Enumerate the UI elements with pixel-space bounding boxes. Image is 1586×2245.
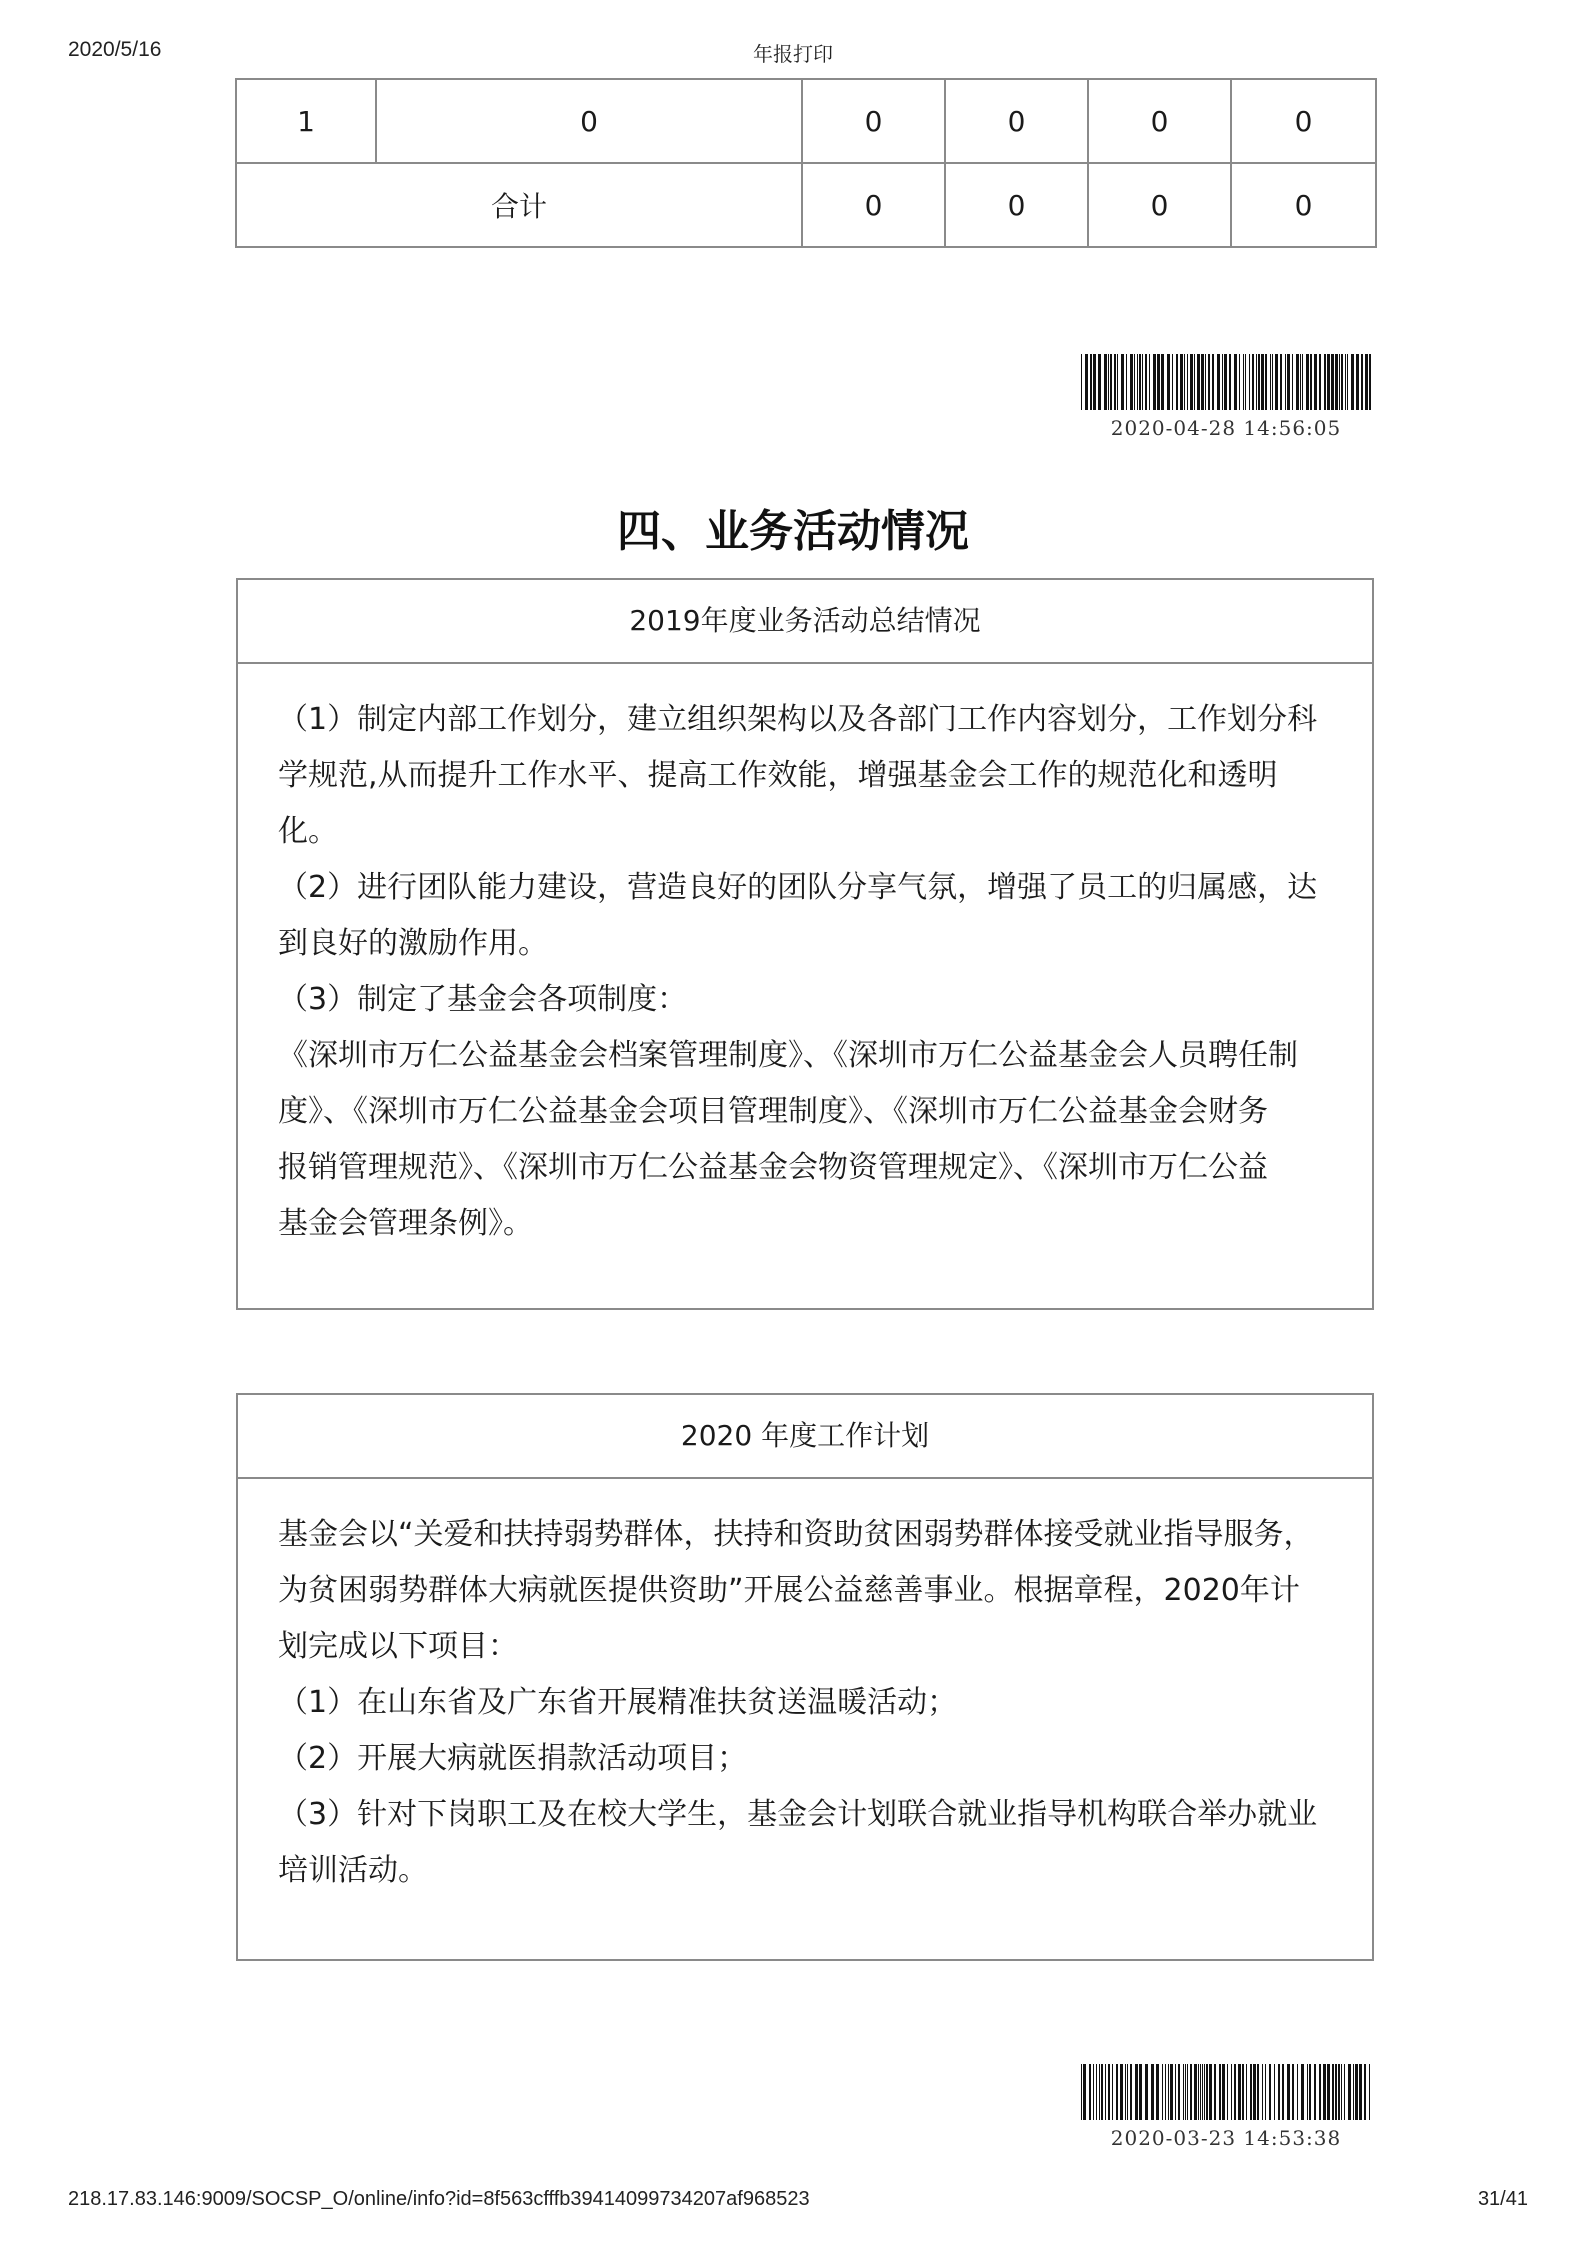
print-date: 2020/5/16 (68, 38, 162, 61)
plan-2020-body (238, 1479, 1372, 1899)
paragraph-line: 报销管理规范》、《深圳市万仁公益基金会物资管理规定》、《深圳市万仁公益 (278, 1150, 1268, 1185)
table-cell: 0 (376, 79, 802, 163)
paragraph-line: 基金会以“关爱和扶持弱势群体，扶持和资助贫困弱势群体接受就业指导服务， (278, 1517, 1314, 1552)
table-total-row (236, 163, 1376, 247)
barcode-timestamp: 2020-04-28 14:56:05 (1110, 416, 1342, 440)
paragraph-line: （3）制定了基金会各项制度： (278, 982, 688, 1017)
barcode-icon (1081, 354, 1371, 410)
table-cell: 0 (1088, 163, 1231, 247)
summary-2019-heading: 2019年度业务活动总结情况 (238, 580, 1372, 664)
barcode-stamp (1076, 354, 1376, 440)
paragraph-line: （1）在山东省及广东省开展精准扶贫送温暖活动； (278, 1685, 958, 1720)
paragraph-line: 到良好的激励作用。 (278, 926, 548, 961)
plan-2020-box (236, 1393, 1374, 1961)
table-cell: 0 (945, 163, 1088, 247)
paragraph-line: 学规范,从而提升工作水平、提高工作效能，增强基金会工作的规范化和透明 (278, 758, 1278, 793)
paragraph-line: 基金会管理条例》。 (278, 1206, 533, 1241)
paragraph-line: 划完成以下项目： (278, 1629, 518, 1664)
section-title: 四、业务活动情况 (617, 506, 969, 557)
donation-table (235, 78, 1377, 248)
paragraph-line: 《深圳市万仁公益基金会档案管理制度》、《深圳市万仁公益基金会人员聘任制 (278, 1038, 1298, 1073)
paragraph-line: （3）针对下岗职工及在校大学生，基金会计划联合就业指导机构联合举办就业 (278, 1797, 1318, 1832)
page-number: 31/41 (1477, 2188, 1528, 2210)
paragraph-line: 为贫困弱势群体大病就医提供资助”开展公益慈善事业。根据章程，2020年计 (278, 1573, 1300, 1608)
table-cell: 0 (945, 79, 1088, 163)
table-row (236, 79, 1376, 163)
table-cell: 0 (802, 163, 945, 247)
paragraph-line: （2）进行团队能力建设，营造良好的团队分享气氛，增强了员工的归属感，达 (278, 870, 1318, 905)
paragraph-line: （1）制定内部工作划分，建立组织架构以及各部门工作内容划分，工作划分科 (278, 702, 1318, 737)
paragraph-line: 培训活动。 (278, 1853, 428, 1888)
table-cell: 0 (802, 79, 945, 163)
barcode-timestamp: 2020-03-23 14:53:38 (1110, 2126, 1342, 2150)
barcode-stamp (1076, 2064, 1376, 2150)
plan-2020-heading: 2020 年度工作计划 (238, 1395, 1372, 1479)
table-cell: 0 (1231, 79, 1376, 163)
barcode-icon (1081, 2064, 1371, 2120)
paragraph-line: （2）开展大病就医捐款活动项目； (278, 1741, 748, 1776)
page-url: 218.17.83.146:9009/SOCSP_O/online/info?id=8f563cfffb39414099734207af968523 (68, 2188, 810, 2210)
paragraph-line: 度》、《深圳市万仁公益基金会项目管理制度》、《深圳市万仁公益基金会财务 (278, 1094, 1268, 1129)
total-label: 合计 (236, 163, 802, 247)
print-title: 年报打印 (753, 42, 833, 66)
summary-2019-box (236, 578, 1374, 1310)
table-cell: 0 (1088, 79, 1231, 163)
table-cell: 0 (1231, 163, 1376, 247)
paragraph-line: 化。 (278, 814, 338, 849)
table-cell: 1 (236, 79, 376, 163)
summary-2019-body (238, 664, 1372, 1252)
